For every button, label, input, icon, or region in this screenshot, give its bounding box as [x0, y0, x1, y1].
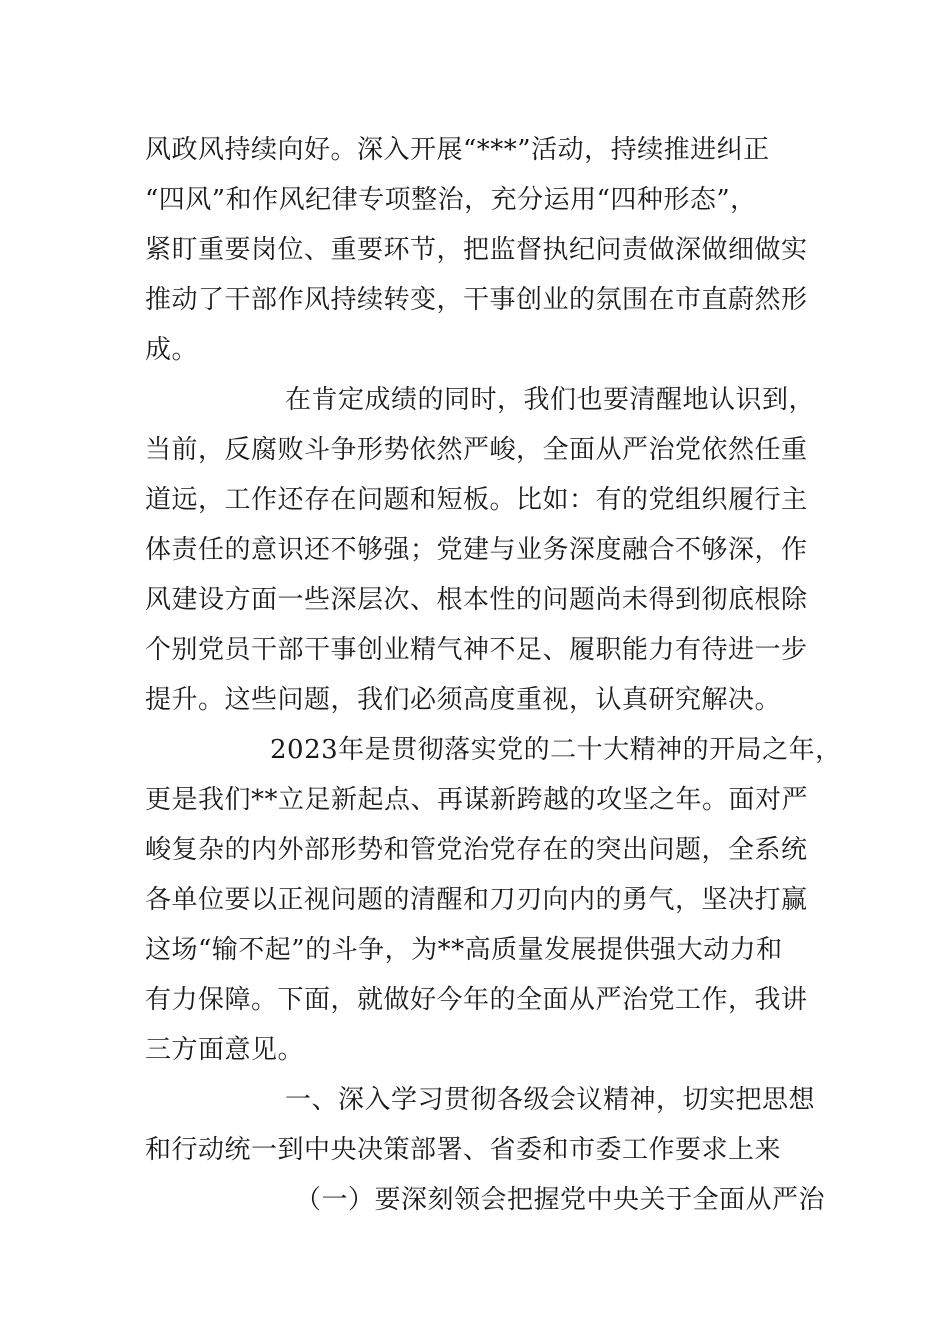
text-line: 风建设方面一些深层次、根本性的问题尚未得到彻底根除: [145, 585, 808, 615]
section-heading-line: 和行动统一到中央决策部署、省委和市委工作要求上来: [145, 1135, 782, 1165]
text-line: 这场“输不起”的斗争，为**高质量发展提供强大动力和: [145, 935, 783, 965]
text-line: 紧盯重要岗位、重要环节，把监督执纪问责做深做细做实: [145, 235, 808, 265]
section-heading-line: 一、深入学习贯彻各级会议精神，切实把思想: [285, 1085, 816, 1115]
paragraph-start-line: 2023年是贯彻落实党的二十大精神的开局之年，: [270, 735, 842, 765]
subsection-heading-line: （一）要深刻领会把握党中央关于全面从严治: [295, 1185, 826, 1215]
text-line: 风政风持续向好。深入开展“***”活动，持续推进纠正: [145, 135, 770, 165]
text-line: 有力保障。下面，就做好今年的全面从严治党工作，我讲: [145, 985, 808, 1015]
text-line: 当前，反腐败斗争形势依然严峻，全面从严治党依然任重: [145, 435, 808, 465]
text-line: 提升。这些问题，我们必须高度重视，认真研究解决。: [145, 685, 782, 715]
text-line: 三方面意见。: [145, 1035, 305, 1065]
text-line: “四风”和作风纪律专项整治，充分运用“四种形态”，: [145, 185, 757, 215]
text-line: 道远，工作还存在问题和短板。比如：有的党组织履行主: [145, 485, 808, 515]
paragraph-start-line: 在肯定成绩的同时，我们也要清醒地认识到，: [285, 385, 816, 415]
text-line: 各单位要以正视问题的清醒和刀刃向内的勇气，坚决打赢: [145, 885, 808, 915]
text-line: 个别党员干部干事创业精气神不足、履职能力有待进一步: [145, 635, 808, 665]
text-line: 成。: [145, 335, 199, 365]
text-line: 峻复杂的内外部形势和管党治党存在的突出问题，全系统: [145, 835, 808, 865]
text-line: 体责任的意识还不够强；党建与业务深度融合不够深，作: [145, 535, 808, 565]
text-line: 更是我们**立足新起点、再谋新跨越的攻坚之年。面对严: [145, 785, 809, 815]
text-line: 推动了干部作风持续转变，干事创业的氛围在市直蔚然形: [145, 285, 808, 315]
